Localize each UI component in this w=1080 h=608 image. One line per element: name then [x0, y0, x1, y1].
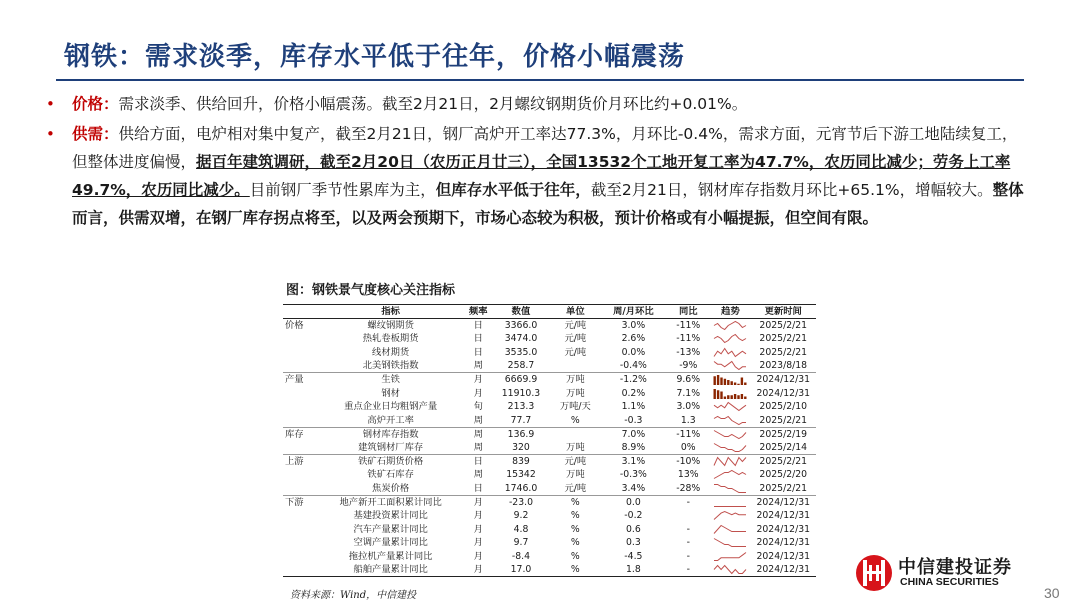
sparkline-bar	[721, 391, 723, 399]
sparkline-chart	[713, 360, 747, 371]
trend-sparkline	[710, 509, 750, 523]
sparkline-line	[714, 566, 746, 574]
cell-name: 热轧卷板期货	[362, 333, 419, 345]
sparkline-line	[714, 348, 746, 356]
indicator-table	[283, 304, 816, 577]
cell-freq: 月	[473, 523, 483, 535]
table-row	[283, 359, 816, 373]
bullet-price-label: 价格：	[72, 95, 119, 113]
cell-yoy: 3.0%	[676, 401, 701, 413]
cell-cat	[283, 346, 317, 360]
cell-date: 2025/2/19	[759, 428, 808, 440]
header-cell: 趋势	[710, 305, 750, 319]
sparkline-chart	[713, 415, 747, 426]
table-row	[283, 319, 816, 333]
header-cell: 更新时间	[751, 305, 816, 319]
cell-mom: -1.2%	[619, 374, 647, 386]
trend-sparkline	[710, 495, 750, 509]
sparkline-bar	[734, 383, 736, 386]
title-divider	[56, 79, 1024, 81]
cell-yoy: -	[686, 537, 690, 549]
cell-freq: 月	[473, 550, 483, 562]
trend-sparkline	[710, 414, 750, 428]
sparkline-chart	[713, 442, 747, 453]
sparkline-bar	[738, 384, 740, 385]
trend-sparkline	[710, 454, 750, 468]
cell-cat: 上游	[285, 455, 304, 467]
cell-mom: 3.4%	[601, 482, 666, 496]
company-logo	[852, 553, 1032, 593]
cell-yoy: 7.1%	[676, 387, 701, 399]
cell-mom: 3.1%	[621, 455, 646, 467]
sparkline-line	[714, 525, 746, 533]
table-row	[283, 386, 816, 400]
sparkline-line	[714, 484, 746, 492]
cell-date: 2024/12/31	[751, 563, 816, 577]
sparkline-bar	[714, 389, 716, 399]
cell-unit: %	[570, 550, 580, 562]
cell-value: 6669.9	[504, 374, 538, 386]
sparkline-bar	[741, 394, 743, 399]
sparkline-bar	[714, 377, 716, 386]
cell-mom: -0.4%	[601, 359, 666, 373]
sparkline-line	[714, 416, 746, 424]
bullet-dot-icon: •	[46, 125, 55, 143]
cell-value: 3474.0	[504, 333, 538, 345]
cell-freq: 周	[465, 414, 492, 428]
cell-cat	[283, 359, 317, 373]
sparkline-bar	[724, 379, 726, 385]
figure-caption: 图：钢铁景气度核心关注指标	[286, 283, 456, 298]
cell-name: 重点企业日均粗钢产量	[344, 401, 438, 413]
cell-mom: 1.1%	[621, 401, 646, 413]
cell-yoy: -	[666, 563, 710, 577]
bullet-supply-seg1: 供给方面，电炉相对集中复产，截至2月21日，钢厂高炉开工率达77.3%，月环比-0.4%，需求方面，元宵节后下游工地陆续复工，但整体进度偏慢，	[72, 125, 1018, 171]
sparkline-chart	[713, 564, 747, 575]
cell-unit: 元/吨	[564, 333, 587, 345]
sparkline-line	[714, 457, 746, 465]
sparkline-bar	[731, 382, 733, 386]
sparkline-chart	[713, 524, 747, 535]
bullet-price	[46, 90, 1026, 118]
cell-yoy: 9.6%	[676, 374, 701, 386]
sparkline-bar	[734, 394, 736, 399]
trend-sparkline	[710, 400, 750, 414]
cell-unit: 元/吨	[564, 320, 587, 332]
cell-unit	[550, 359, 601, 373]
table-row	[283, 346, 816, 360]
cell-unit: 万吨	[566, 469, 585, 481]
cell-mom: 0.3	[625, 537, 641, 549]
trend-sparkline	[710, 468, 750, 482]
cell-cat	[283, 536, 317, 550]
bullet-supply-seg3: 目前钢厂季节性累库为主，	[249, 181, 436, 199]
trend-sparkline	[710, 319, 750, 333]
cell-freq: 日	[465, 482, 492, 496]
cell-name: 地产新开工面积累计同比	[339, 496, 442, 508]
sparkline-line	[714, 471, 746, 479]
cell-cat	[283, 550, 317, 564]
trend-sparkline	[710, 332, 750, 346]
cell-value: 3535.0	[504, 346, 538, 358]
sparkline-line	[714, 430, 746, 438]
cell-yoy: -10%	[676, 455, 701, 467]
cell-yoy: -	[686, 550, 690, 562]
cell-mom: 3.0%	[621, 320, 646, 332]
cell-unit: %	[570, 496, 580, 508]
cell-yoy: 1.3	[666, 414, 710, 428]
sparkline-bar	[728, 380, 730, 385]
cell-mom: 7.0%	[621, 428, 646, 440]
cell-freq: 周	[473, 469, 483, 481]
cell-mom: -0.3	[601, 414, 666, 428]
table-row	[283, 563, 816, 577]
cell-freq: 日	[473, 320, 483, 332]
trend-sparkline	[710, 359, 750, 373]
cell-date: 2024/12/31	[756, 496, 811, 508]
cell-mom: 0.2%	[621, 387, 646, 399]
trend-sparkline	[710, 563, 750, 577]
cell-unit: %	[570, 510, 580, 522]
table-row	[283, 427, 816, 441]
cell-unit: 万吨	[566, 387, 585, 399]
cell-value: 1746.0	[492, 482, 550, 496]
table-row	[283, 332, 816, 346]
cell-date: 2025/2/21	[759, 455, 808, 467]
header-cell: 单位	[550, 305, 601, 319]
cell-name: 拖拉机产量累计同比	[348, 550, 433, 562]
cell-yoy: -11%	[676, 428, 701, 440]
cell-yoy: -28%	[666, 482, 710, 496]
cell-unit: 万吨	[550, 441, 601, 455]
sparkline-line	[714, 552, 746, 560]
sparkline-bar	[738, 395, 740, 399]
cell-cat: 产量	[285, 374, 304, 386]
cell-freq: 日	[473, 455, 483, 467]
cell-mom: -0.3%	[619, 469, 647, 481]
bullet-supply-label: 供需：	[72, 125, 119, 143]
cell-date: 2024/12/31	[756, 523, 811, 535]
cell-freq: 日	[473, 346, 483, 358]
cell-freq: 月	[473, 387, 483, 399]
cell-name: 钢材库存指数	[362, 428, 419, 440]
table-header-row	[283, 305, 816, 319]
bullet-supply-seg5: 截至2月21日，钢材库存指数月环比+65.1%，增幅较大。	[590, 181, 993, 199]
cell-date: 2023/8/18	[751, 359, 816, 373]
sparkline-chart	[713, 537, 747, 548]
cell-value: 9.7	[513, 537, 529, 549]
bullet-supply-survey: 据百年建筑调研，截至2月20日（农历正月廿三），全国13532个工地开复工率为47.7%，农历同比减少；劳务上工率49.7%，农历同比减少。	[72, 153, 1011, 199]
cell-value: 839	[512, 455, 530, 467]
cell-cat	[283, 386, 317, 400]
cell-cat	[283, 414, 317, 428]
cell-cat: 库存	[285, 428, 304, 440]
cell-value: 17.0	[492, 563, 550, 577]
cell-mom: 1.8	[601, 563, 666, 577]
cell-yoy: -	[686, 523, 690, 535]
cell-date: 2024/12/31	[756, 374, 811, 386]
cell-date: 2025/2/21	[751, 414, 816, 428]
sparkline-chart	[713, 347, 747, 358]
cell-unit: 元/吨	[550, 482, 601, 496]
header-cell: 数值	[492, 305, 550, 319]
cell-date: 2025/2/21	[751, 482, 816, 496]
cell-cat	[283, 482, 317, 496]
table-row	[283, 550, 816, 564]
table-row	[283, 468, 816, 482]
sparkline-chart	[713, 374, 747, 385]
cell-freq: 月	[473, 510, 483, 522]
cell-cat	[283, 441, 317, 455]
bullet-supply-demand	[46, 120, 1026, 232]
sparkline-line	[714, 512, 746, 520]
cell-value: 77.7	[492, 414, 550, 428]
cell-value: 11910.3	[501, 387, 541, 399]
cell-cat: 下游	[285, 496, 304, 508]
sparkline-chart	[713, 333, 747, 344]
sparkline-chart	[713, 497, 747, 508]
cell-yoy: -11%	[676, 333, 701, 345]
trend-sparkline	[710, 346, 750, 360]
cell-value: 136.9	[507, 428, 535, 440]
cell-yoy: -	[686, 496, 690, 508]
header-cell: 周/月环比	[601, 305, 666, 319]
cell-mom: 0.0	[625, 496, 641, 508]
sparkline-chart	[713, 469, 747, 480]
cell-date: 2025/2/10	[759, 401, 808, 413]
cell-freq: 日	[473, 333, 483, 345]
cell-yoy: 0%	[666, 441, 710, 455]
cell-name: 铁矿石期货价格	[358, 455, 424, 467]
cell-freq: 周	[465, 441, 492, 455]
sparkline-bar	[741, 378, 743, 386]
cell-name: 北美钢铁指数	[317, 359, 465, 373]
citic-logo-icon	[854, 553, 894, 593]
cell-cat	[283, 332, 317, 346]
sparkline-bar	[745, 383, 747, 386]
cell-yoy	[666, 509, 710, 523]
bullet-supply-conclusion: 整体而言，供需双增，在钢厂库存拐点将至，以及两会预期下，市场心态较为积极，预计价格或有小幅提振，但空间有限。	[72, 181, 1024, 227]
sparkline-bar	[728, 395, 730, 399]
cell-yoy: -9%	[666, 359, 710, 373]
cell-name: 船舶产量累计同比	[317, 563, 465, 577]
trend-sparkline	[710, 386, 750, 400]
cell-freq: 周	[465, 359, 492, 373]
cell-freq: 月	[465, 563, 492, 577]
cell-name: 汽车产量累计同比	[353, 523, 428, 535]
cell-date: 2025/2/21	[759, 320, 808, 332]
cell-freq: 月	[473, 496, 483, 508]
logo-name-cn: 中信建投证券	[898, 557, 1012, 578]
cell-unit: %	[570, 523, 580, 535]
cell-name: 螺纹钢期货	[367, 320, 414, 332]
cell-date: 2025/2/14	[751, 441, 816, 455]
cell-value: 213.3	[507, 401, 535, 413]
cell-value: 15342	[506, 469, 536, 481]
sparkline-chart	[713, 429, 747, 440]
trend-sparkline	[710, 536, 750, 550]
table-row	[283, 536, 816, 550]
sparkline-chart	[713, 388, 747, 399]
table-row	[283, 373, 816, 387]
cell-yoy: -11%	[676, 320, 701, 332]
sparkline-line	[714, 322, 746, 330]
sparkline-line	[714, 539, 746, 547]
cell-cat: 价格	[285, 320, 304, 332]
sparkline-bar	[717, 375, 719, 385]
cell-freq: 周	[473, 428, 483, 440]
sparkline-line	[714, 403, 746, 411]
table-row	[283, 441, 816, 455]
header-cell: 同比	[666, 305, 710, 319]
header-cell: 频率	[465, 305, 492, 319]
cell-name: 基建投资累计同比	[353, 510, 428, 522]
cell-unit: 元/吨	[564, 346, 587, 358]
trend-sparkline	[710, 441, 750, 455]
cell-yoy: 13%	[677, 469, 699, 481]
cell-value: -8.4	[511, 550, 531, 562]
cell-date: 2024/12/31	[756, 510, 811, 522]
cell-value: 258.7	[492, 359, 550, 373]
cell-cat	[283, 563, 317, 577]
cell-freq: 月	[473, 374, 483, 386]
table-row	[283, 414, 816, 428]
cell-unit: 元/吨	[564, 455, 587, 467]
slide-title: 钢铁：需求淡季，库存水平低于往年，价格小幅震荡	[64, 42, 686, 72]
cell-date: 2024/12/31	[756, 537, 811, 549]
cell-name: 建筑钢材厂库存	[317, 441, 465, 455]
header-cell: 指标	[317, 305, 465, 319]
cell-name: 钢材	[381, 387, 400, 399]
cell-name: 高炉开工率	[317, 414, 465, 428]
cell-cat	[283, 522, 317, 536]
cell-date: 2024/12/31	[756, 550, 811, 562]
trend-sparkline	[710, 522, 750, 536]
trend-sparkline	[710, 550, 750, 564]
sparkline-chart	[713, 320, 747, 331]
cell-date: 2024/12/31	[756, 387, 811, 399]
sparkline-bar	[731, 395, 733, 399]
cell-name: 线材期货	[372, 346, 410, 358]
cell-name: 铁矿石库存	[367, 469, 414, 481]
cell-mom: -0.2	[624, 510, 643, 522]
cell-value: -23.0	[508, 496, 533, 508]
trend-sparkline	[710, 373, 750, 387]
table-row	[283, 400, 816, 414]
bullet-price-text: 需求淡季、供给回升，价格小幅震荡。截至2月21日，2月螺纹钢期货价月环比约+0.01%。	[118, 95, 748, 113]
sparkline-chart	[713, 510, 747, 521]
bullet-supply-seg4: 但库存水平低于往年，	[435, 181, 591, 199]
sparkline-line	[714, 362, 746, 370]
table-row	[283, 454, 816, 468]
cell-cat	[283, 468, 317, 482]
bullet-dot-icon: •	[46, 95, 55, 113]
cell-mom: 8.9%	[601, 441, 666, 455]
sparkline-bar	[724, 396, 726, 399]
cell-name: 空调产量累计同比	[353, 537, 428, 549]
cell-value: 9.2	[513, 510, 529, 522]
sparkline-chart	[713, 551, 747, 562]
page-number: 30	[1044, 585, 1060, 601]
cell-mom: 0.6	[625, 523, 641, 535]
sparkline-bar	[717, 390, 719, 399]
table-row	[283, 522, 816, 536]
cell-mom: 2.6%	[621, 333, 646, 345]
header-cell	[283, 305, 317, 319]
sparkline-line	[714, 443, 746, 451]
cell-unit: 万吨	[566, 374, 585, 386]
sparkline-bar	[745, 396, 747, 399]
sparkline-line	[714, 335, 746, 343]
cell-cat	[283, 509, 317, 523]
cell-value: 3366.0	[504, 320, 538, 332]
cell-unit: 万吨/天	[559, 401, 591, 413]
cell-cat	[283, 400, 317, 414]
sparkline-chart	[713, 483, 747, 494]
table-row	[283, 509, 816, 523]
logo-name-en: CHINA SECURITIES	[900, 576, 999, 588]
sparkline-chart	[713, 401, 747, 412]
source-note: 资料来源：Wind，中信建投	[290, 590, 417, 601]
sparkline-bar	[721, 378, 723, 386]
cell-value: 320	[492, 441, 550, 455]
cell-freq: 旬	[473, 401, 483, 413]
cell-unit: %	[570, 537, 580, 549]
cell-unit: %	[550, 414, 601, 428]
table-row	[283, 495, 816, 509]
cell-date: 2025/2/21	[759, 346, 808, 358]
trend-sparkline	[710, 427, 750, 441]
cell-mom: -4.5	[624, 550, 643, 562]
cell-value: 4.8	[513, 523, 529, 535]
sparkline-chart	[713, 456, 747, 467]
cell-name: 生铁	[381, 374, 400, 386]
cell-yoy: -13%	[676, 346, 701, 358]
cell-unit: %	[550, 563, 601, 577]
table-row	[283, 482, 816, 496]
cell-name: 焦炭价格	[317, 482, 465, 496]
trend-sparkline	[710, 482, 750, 496]
cell-freq: 月	[473, 537, 483, 549]
cell-date: 2025/2/21	[759, 333, 808, 345]
cell-mom: 0.0%	[621, 346, 646, 358]
cell-date: 2025/2/20	[759, 469, 808, 481]
cell-unit	[550, 427, 601, 441]
